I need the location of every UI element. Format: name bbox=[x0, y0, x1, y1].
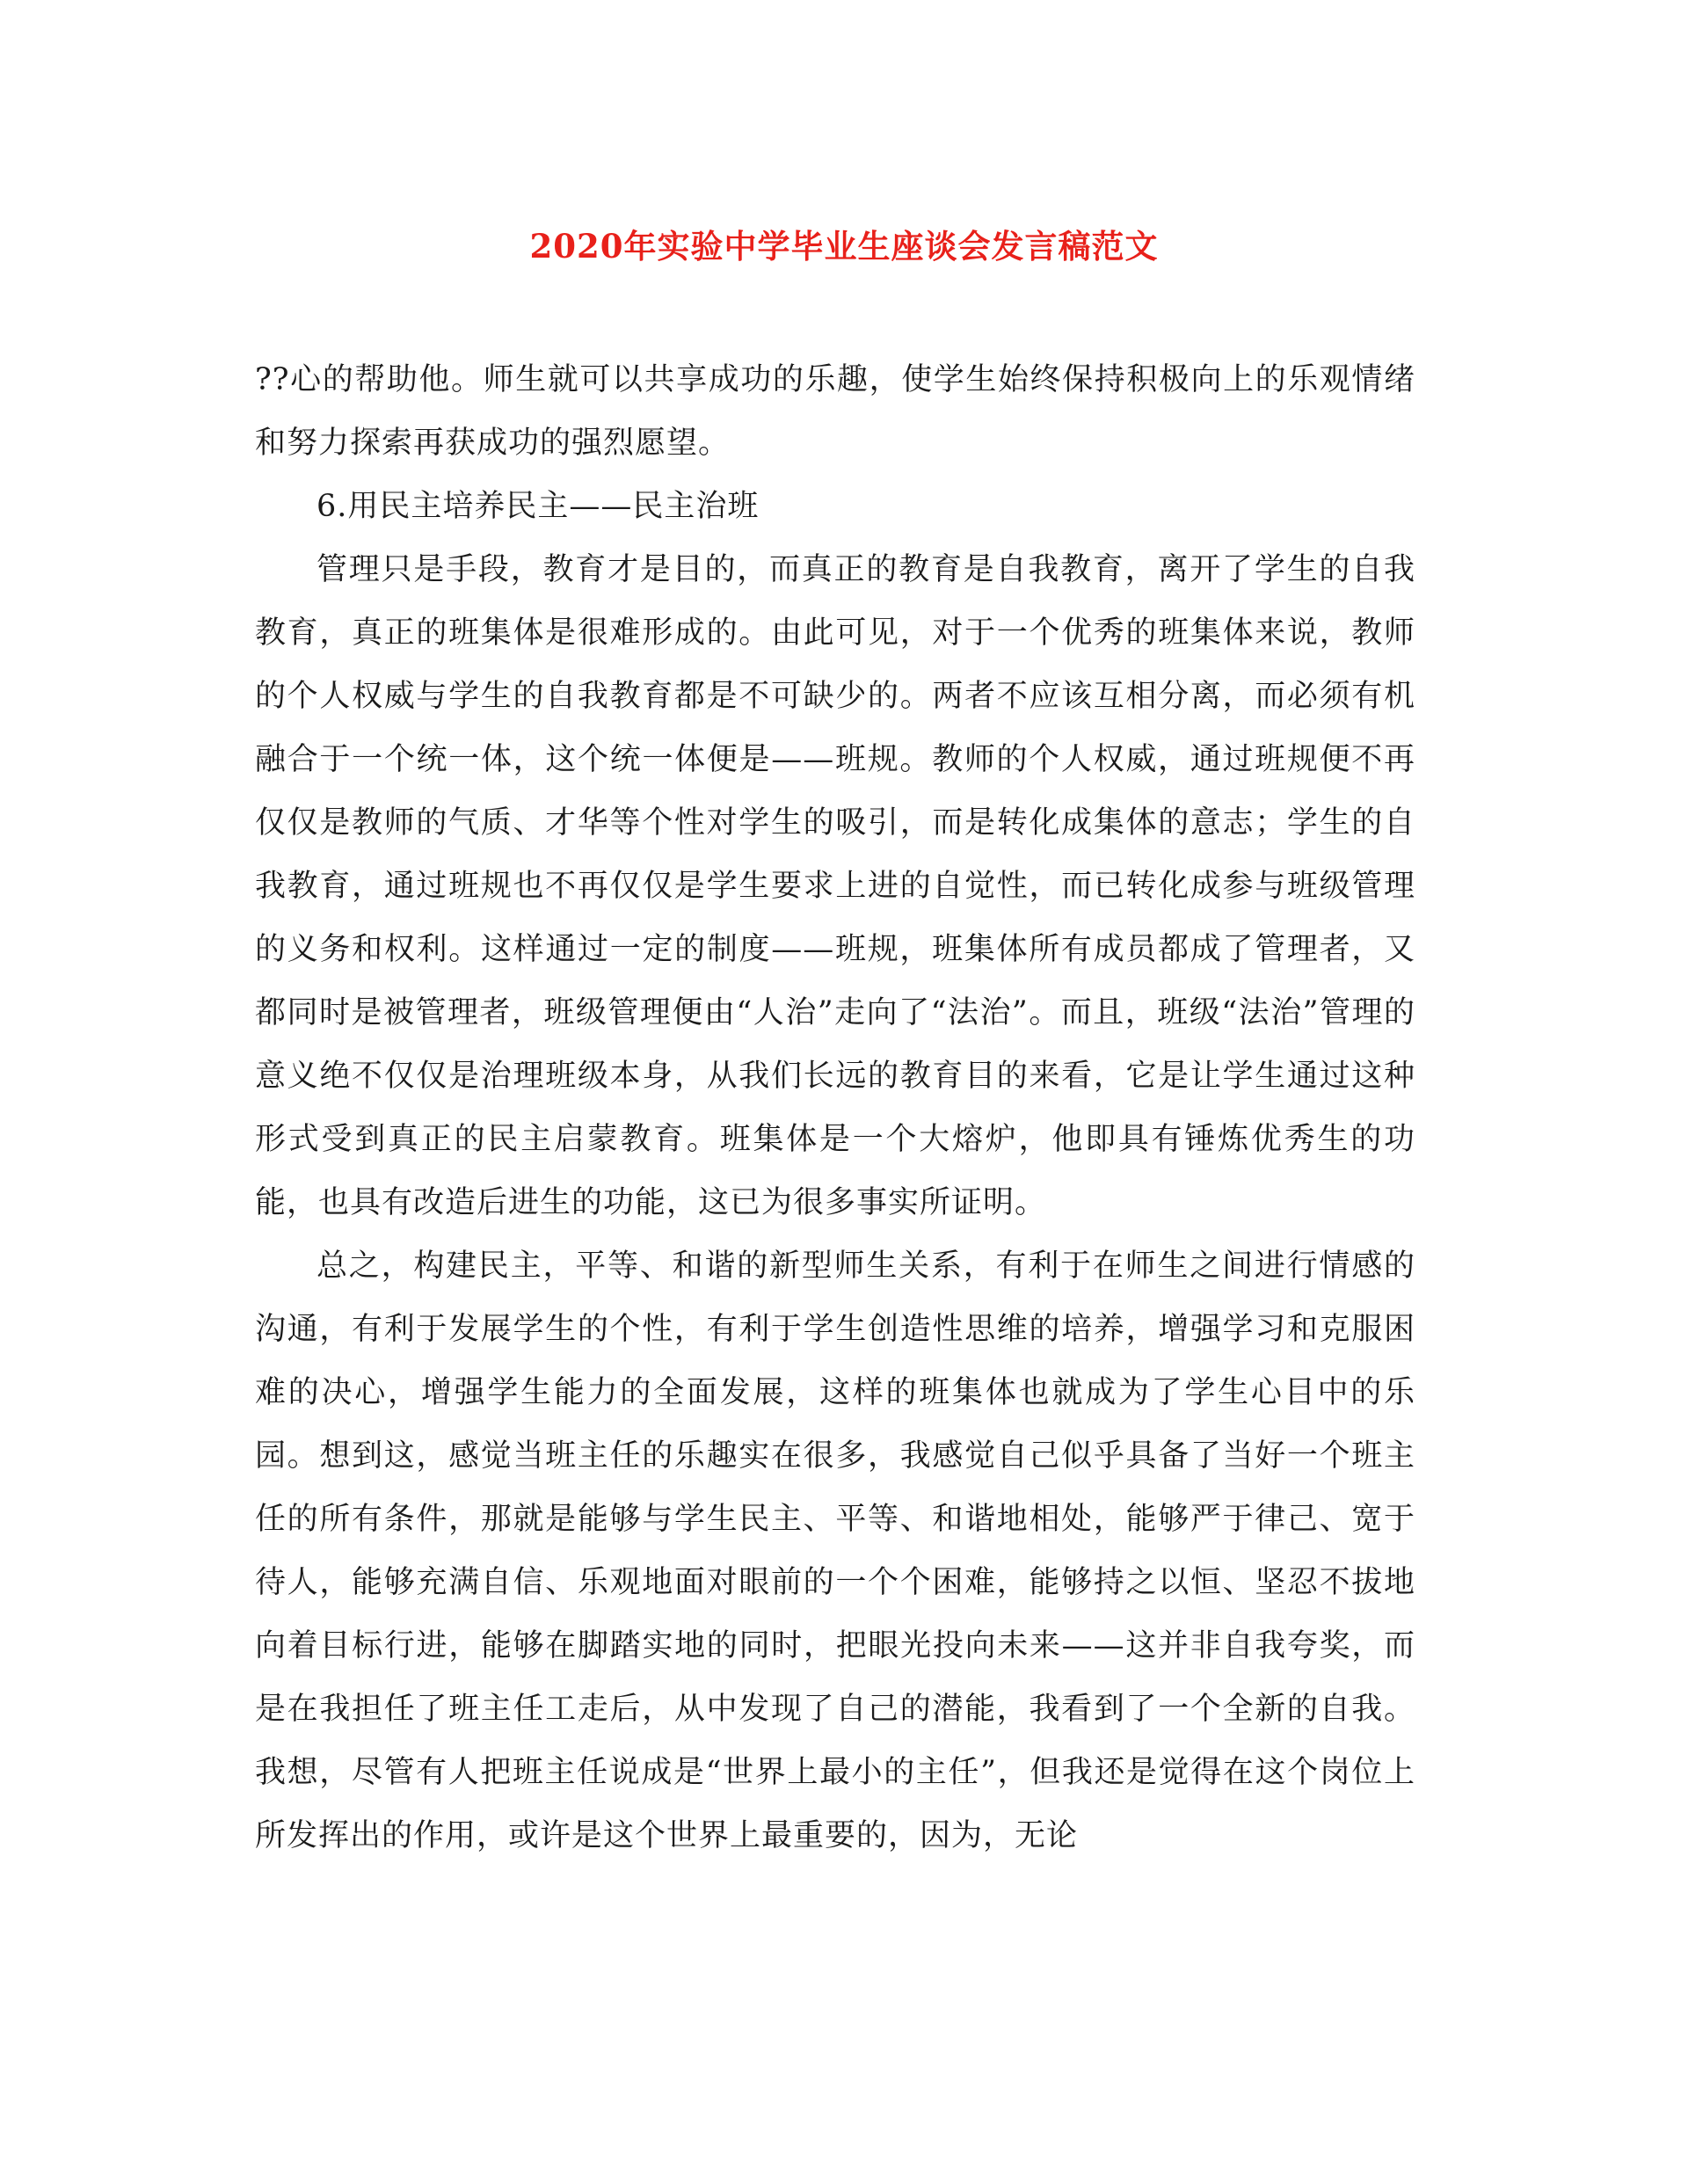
paragraph-continuation: ??心的帮助他。师生就可以共享成功的乐趣，使学生始终保持积极向上的乐观情绪和努力探索再获成功的强烈愿望。 bbox=[255, 362, 1415, 461]
paragraph-class-rules: 管理只是手段，教育才是目的，而真正的教育是自我教育，离开了学生的自我教育，真正的班集体是很难形成的。由此可见，对于一个优秀的班集体来说，教师的个人权威与学生的自我教育都是不可缺少的。两者不应该互相分离，而必须有机融合于一个统一体，这个统一体便是——班规。教师的个人权威，通过班规便不再仅仅是教师的气质、才华等个性对学生的吸引，而是转化成集体的意志；学生的自我教育，通过班规也不再仅仅是学生要求上进的自觉性，而已转化成参与班级管理的义务和权利。这样通过一定的制度——班规，班集体所有成员都成了管理者，又都同时是被管理者，班级管理便由“人治”走向了“法治”。而且，班级“法治”管理的意义绝不仅仅是治理班级本身，从我们长远的教育目的来看，它是让学生通过这种形式受到真正的民主启蒙教育。班集体是一个大熔炉，他即具有锤炼优秀生的功能，也具有改造后进生的功能，这已为很多事实所证明。 bbox=[255, 552, 1415, 1220]
document-title: 2020年实验中学毕业生座谈会发言稿范文 bbox=[529, 227, 1159, 266]
section-heading: 6.用民主培养民主——民主治班 bbox=[316, 489, 760, 524]
document-body bbox=[255, 348, 1415, 1867]
paragraph-conclusion: 总之，构建民主，平等、和谐的新型师生关系，有利于在师生之间进行情感的沟通，有利于发展学生的个性，有利于学生创造性思维的培养，增强学习和克服困难的决心，增强学生能力的全面发展，这样的班集体也就成为了学生心目中的乐园。想到这，感觉当班主任的乐趣实在很多，我感觉自己似乎具备了当好一个班主任的所有条件，那就是能够与学生民主、平等、和谐地相处，能够严于律己、宽于待人，能够充满自信、乐观地面对眼前的一个个困难，能够持之以恒、坚忍不拔地向着目标行进，能够在脚踏实地的同时，把眼光投向未来——这并非自我夸奖，而是在我担任了班主任工走后，从中发现了自己的潜能，我看到了一个全新的自我。我想，尽管有人把班主任说成是“世界上最小的主任”，但我还是觉得在这个岗位上所发挥出的作用，或许是这个世界上最重要的，因为，无论 bbox=[255, 1249, 1415, 1853]
